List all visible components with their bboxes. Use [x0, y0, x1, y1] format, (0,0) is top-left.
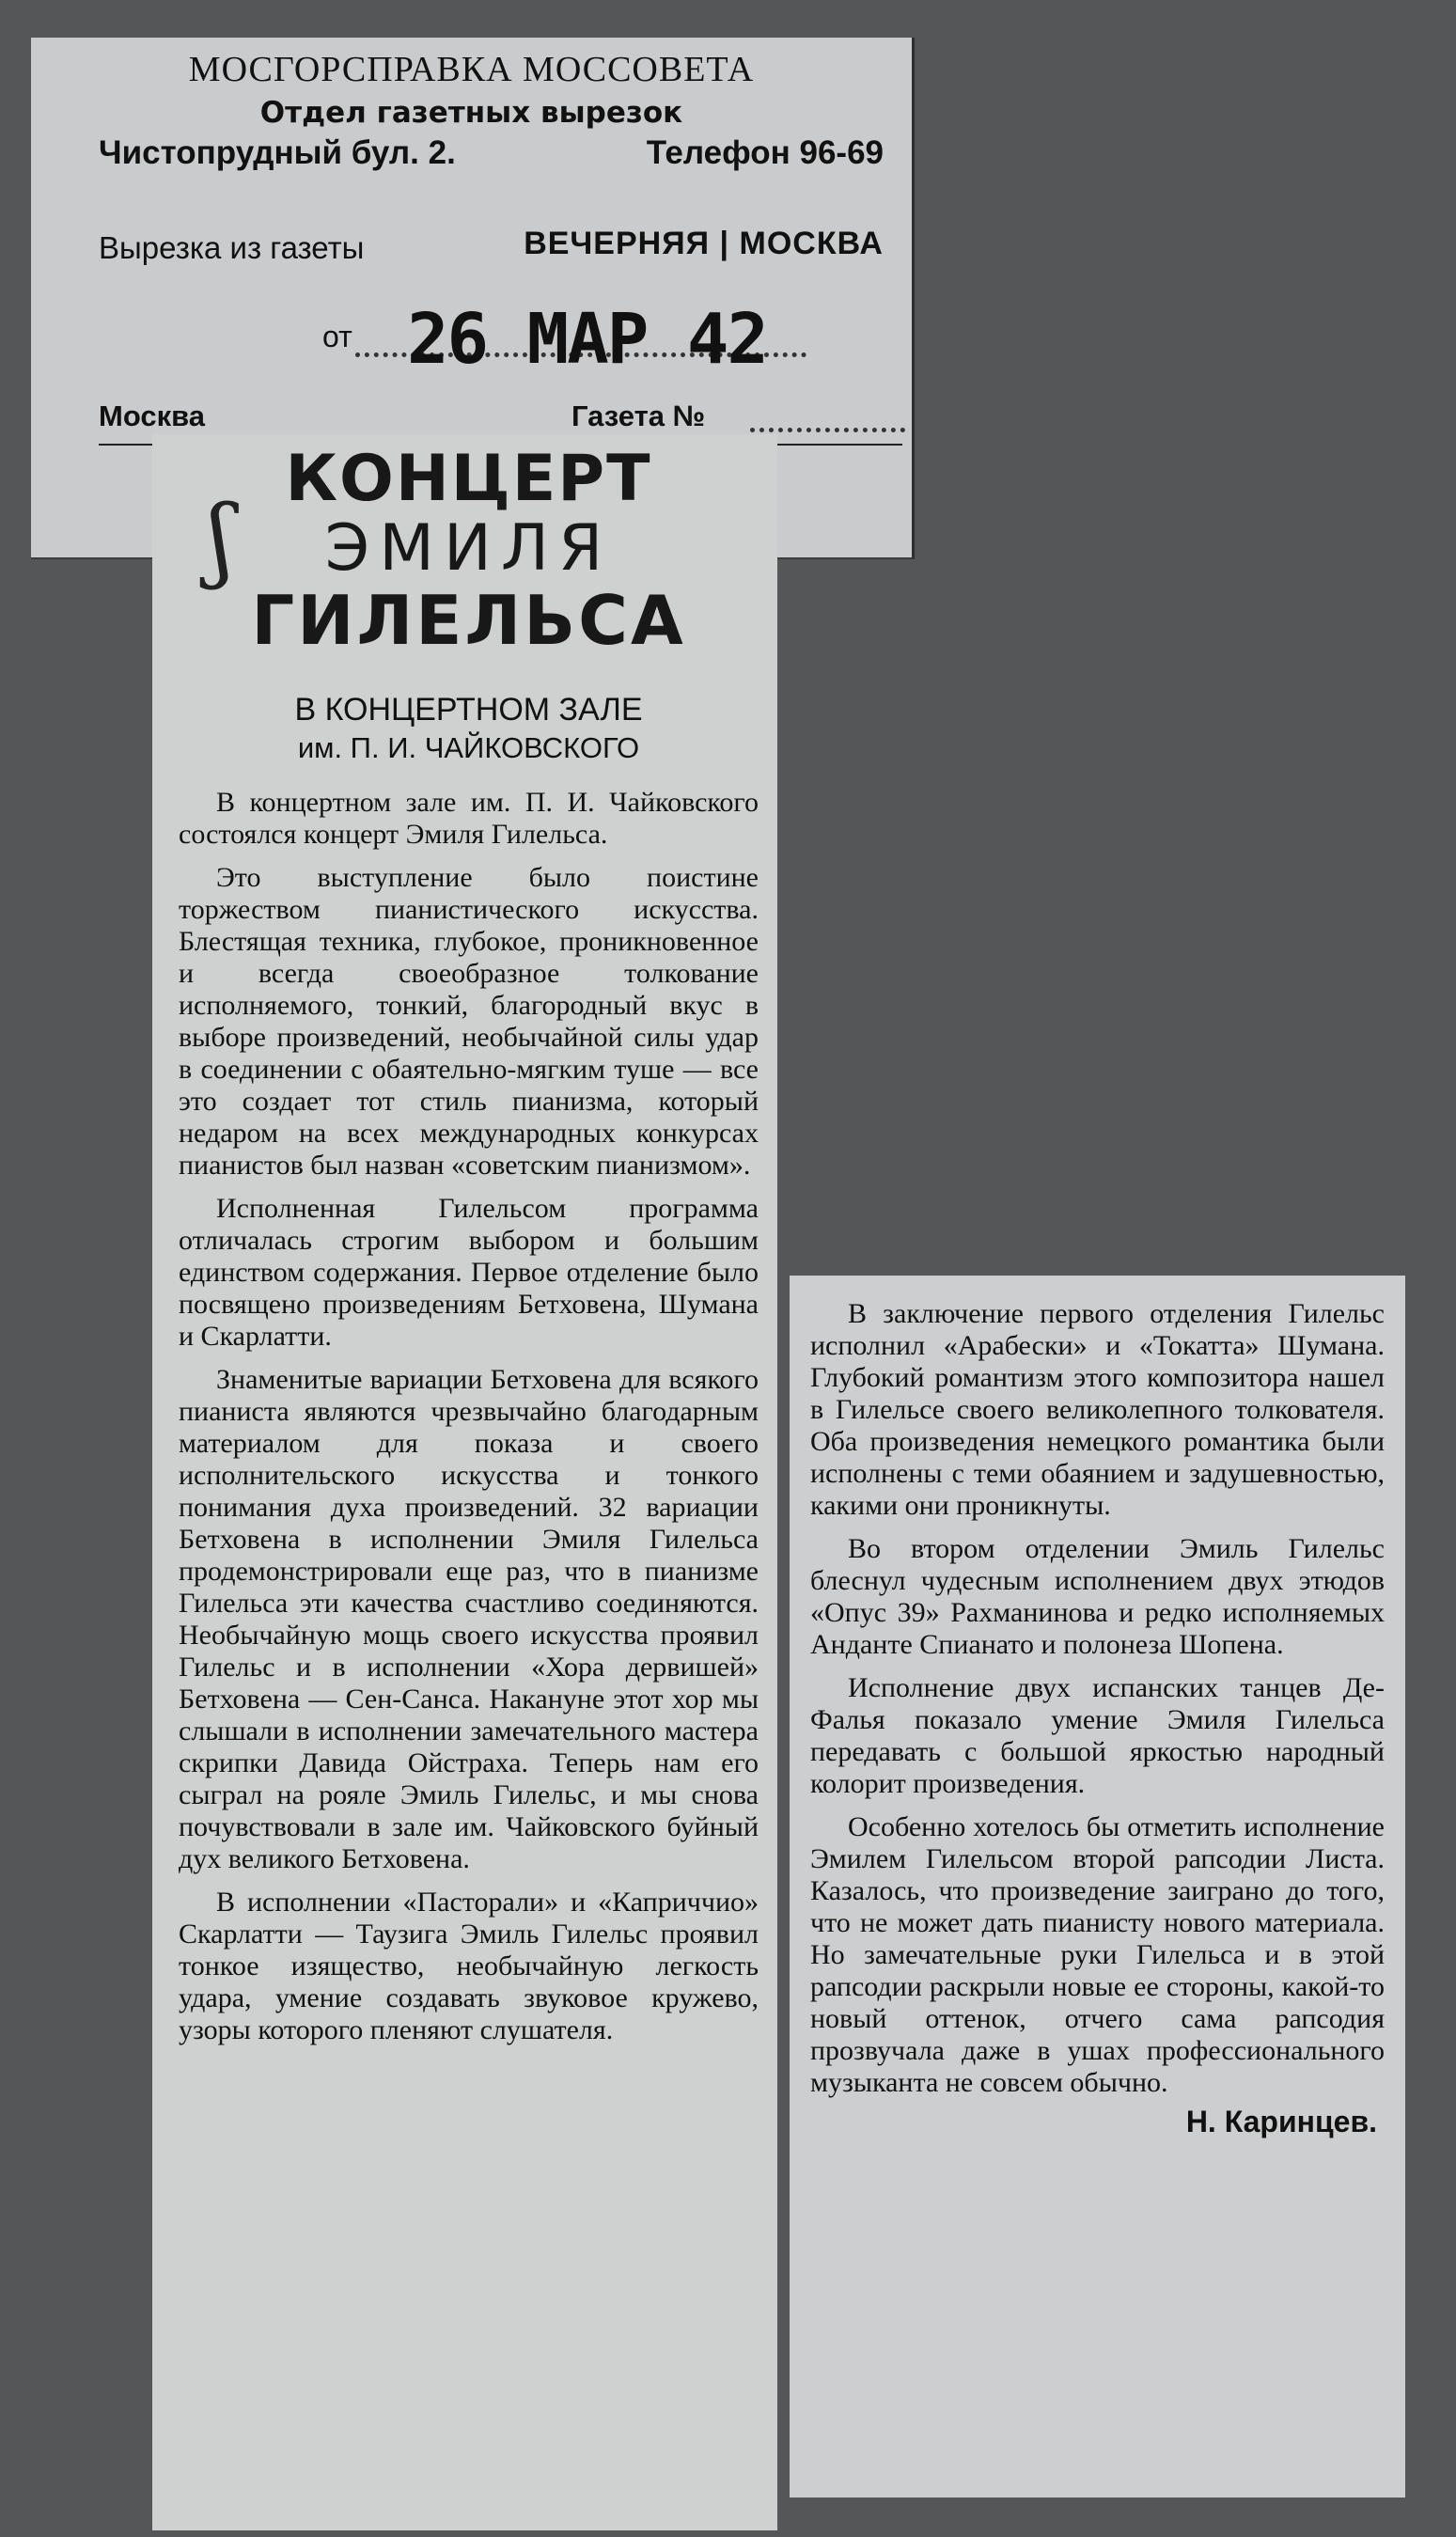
organization-name: МОСГОРСПРАВКА МОССОВЕТА [188, 50, 755, 89]
article-clipping-right [790, 1276, 1405, 2498]
date-stamp: 26 МАР 42 [407, 299, 767, 380]
paragraph: Знаменитые вариации Бетховена для всякого пианиста являются чрезвычайно благодарным материалом для показа и своего исполнительского искусства и тонкого понимания духа произведений. 32 вариации Бетховена в исполнении Эмиля Гилельса продемонстрировали еще раз, что в пианизме Гилельса эти качества счастливо соединяются. Необычайную мощь своего искусства проявил Гилельс и в исполнении «Хора дервишей» Бетховена — Сен-Санса. Накануне этот хор мы слышали в исполнении замечательного мастера скрипки Давида Ойстраха. Теперь нам его сыграл на рояле Эмиль Гилельс, и мы снова почувствовали в зале им. Чайковского буйный дух великого Бетховена. [179, 1364, 759, 1875]
article-headline [179, 442, 759, 660]
cutting-from-label: Вырезка из газеты [99, 230, 365, 265]
department-name: Отдел газетных вырезок [259, 96, 683, 130]
article-column-1 [179, 787, 759, 2046]
subtitle-line-1: В КОНЦЕРТНОМ ЗАЛЕ [294, 692, 643, 728]
paragraph: Это выступление было поистине торжеством пианистического искусства. Блестящая техника, глубокое, проникновенное и всегда своеобразное толкование исполняемого, тонкий, благородный вкус в выборе произведений, необычайной силы удар в соединении с обаятельно-мягким туше — все это создает тот стиль пианизма, который недаром на всех международных конкурсах пианистов был назван «советским пианизмом». [179, 862, 759, 1182]
article-clipping-left [152, 434, 777, 2530]
subtitle-line-2: им. П. И. ЧАЙКОВСКОГО [297, 730, 640, 764]
paragraph: В исполнении «Пасторали» и «Каприччио» Скарлатти — Таузига Эмиль Гилельс проявил тонкое изящество, необычайную легкость удара, умение создавать звуковое кружево, узоры которого пленяют слушателя. [179, 1887, 759, 2046]
address: Чистопрудный бул. 2. [99, 134, 456, 171]
headline-line-2: ЭМИЛЯ [324, 511, 613, 586]
headline-line-3: ГИЛЕЛЬСА [251, 581, 686, 660]
paragraph: Исполненная Гилельсом программа отличалась строгим выбором и большим единством содержания. Первое отделение было посвящено произведениям Бетховена, Шумана и Скарлатти. [179, 1193, 759, 1353]
author-signature: Н. Каринцев. [1185, 2105, 1377, 2138]
phone: Телефон 96-69 [646, 134, 884, 171]
paragraph: Во втором отделении Эмиль Гилельс блеснул чудесным исполнением двух этюдов «Опус 39» Рахманинова и редко исполняемых Анданте Спианато и полонеза Шопена. [810, 1533, 1385, 1660]
article-subtitle [179, 690, 759, 766]
article-column-2 [810, 1298, 1385, 2099]
paragraph: В концертном зале им. П. И. Чайковского состоялся концерт Эмиля Гилельса. [179, 787, 759, 851]
paragraph: В заключение первого отделения Гилельс исполнил «Арабески» и «Токатта» Шумана. Глубокий романтизм этого композитора нашел в Гилельсе своего великолепного толкователя. Оба произведения немецкого романтика были исполнены с теми обаянием и задушевностью, какими они проникнуты. [810, 1298, 1385, 1521]
date-prefix: от [322, 320, 352, 353]
headline-line-1: КОНЦЕРТ [285, 442, 652, 516]
paragraph: Особенно хотелось бы отметить исполнение Эмилем Гилельсом второй рапсодии Листа. Казалось, что произведение заиграно до того, что не может дать пианисту нового материала. Но замечательные руки Гилельса и в этой рапсодии раскрыли новые ее стороны, какой-то новый оттенок, отчего сама рапсодия прозвучала даже в ушах профессионального музыканта не совсем обычно. [810, 1811, 1385, 2098]
pencil-mark-icon: ʃ [209, 486, 234, 591]
paragraph: Исполнение двух испанских танцев Де-Фалья показало умение Эмиля Гилельса передавать с большой яркостью народный колорит произведения. [810, 1672, 1385, 1799]
city: Москва [99, 399, 205, 432]
paper-number-label: Газета № [571, 399, 706, 432]
paper-number-dotted-line [750, 428, 905, 432]
newspaper-name: ВЕЧЕРНЯЯ | МОСКВА [524, 226, 884, 261]
